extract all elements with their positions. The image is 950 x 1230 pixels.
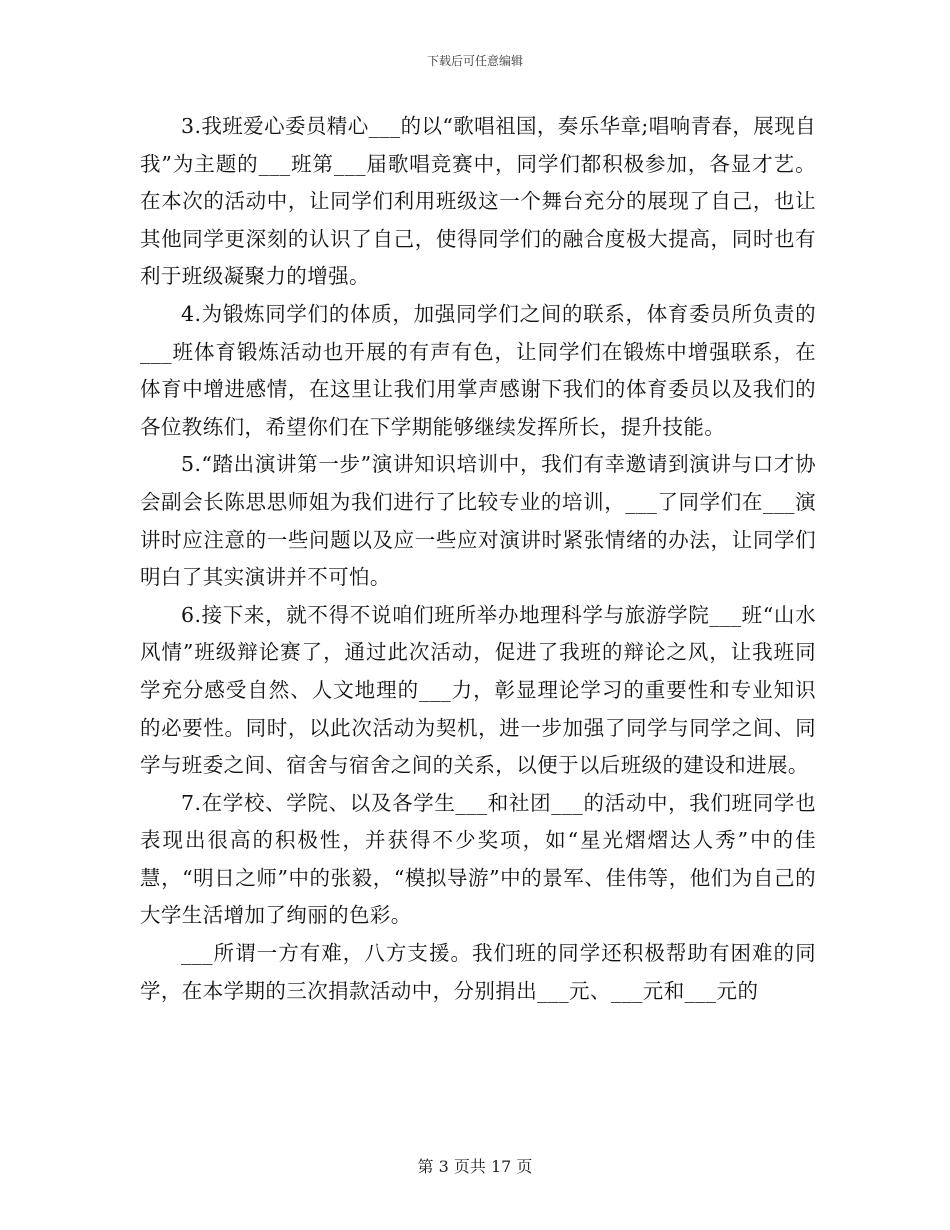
paragraph-7: 7.在学校、学院、以及各学生___和社团___的活动中，我们班同学也表现出很高的积极性，并获得不少奖项，如“星光熠熠达人秀”中的佳慧，“明日之师”中的张毅，“模拟导游”中的景军、佳伟等，他们为自己的大学生活增加了绚丽的色彩。 — [140, 790, 816, 928]
paragraph-6: 6.接下来，就不得不说咱们班所举办地理科学与旅游学院___班“山水风情”班级辩论赛了，通过此次活动，促进了我班的辩论之风，让我班同学充分感受自然、人文地理的___力，彰显理论学习的重要性和专业知识的必要性。同时，以此次活动为契机，进一步加强了同学与同学之间、同学与班委之间、宿舍与宿舍之间的关系，以便于以后班级的建设和进展。 — [140, 602, 816, 778]
paragraph-donation: ___所谓一方有难，八方支援。我们班的同学还积极帮助有困难的同学，在本学期的三次捐款活动中，分别捐出___元、___元和___元的 — [140, 941, 816, 1003]
document-body — [140, 108, 816, 1010]
paragraph-3: 3.我班爱心委员精心___的以“歌唱祖国，奏乐华章;唱响青春，展现自我”为主题的___班第___届歌唱竞赛中，同学们都积极参加，各显才艺。在本次的活动中，让同学们利用班级这一个舞台充分的展现了自己，也让其他同学更深刻的认识了自己，使得同学们的融合度极大提高，同时也有利于班级凝聚力的增强。 — [140, 114, 816, 289]
page-number: 第 3 页共 17 页 — [417, 1157, 533, 1176]
paragraph-5: 5.“踏出演讲第一步”演讲知识培训中，我们有幸邀请到演讲与口才协会副会长陈思思师姐为我们进行了比较专业的培训，___了同学们在___演讲时应注意的一些问题以及应一些应对演讲时紧张情绪的办法，让同学们明白了其实演讲并不可怕。 — [140, 452, 816, 590]
page-header: 下载后可任意编辑 — [426, 54, 523, 68]
paragraph-4: 4.为锻炼同学们的体质，加强同学们之间的联系，体育委员所负责的___班体育锻炼活动也开展的有声有色，让同学们在锻炼中增强联系，在体育中增进感情，在这里让我们用掌声感谢下我们的体育委员以及我们的各位教练们，希望你们在下学期能够继续发挥所长，提升技能。 — [140, 301, 816, 439]
